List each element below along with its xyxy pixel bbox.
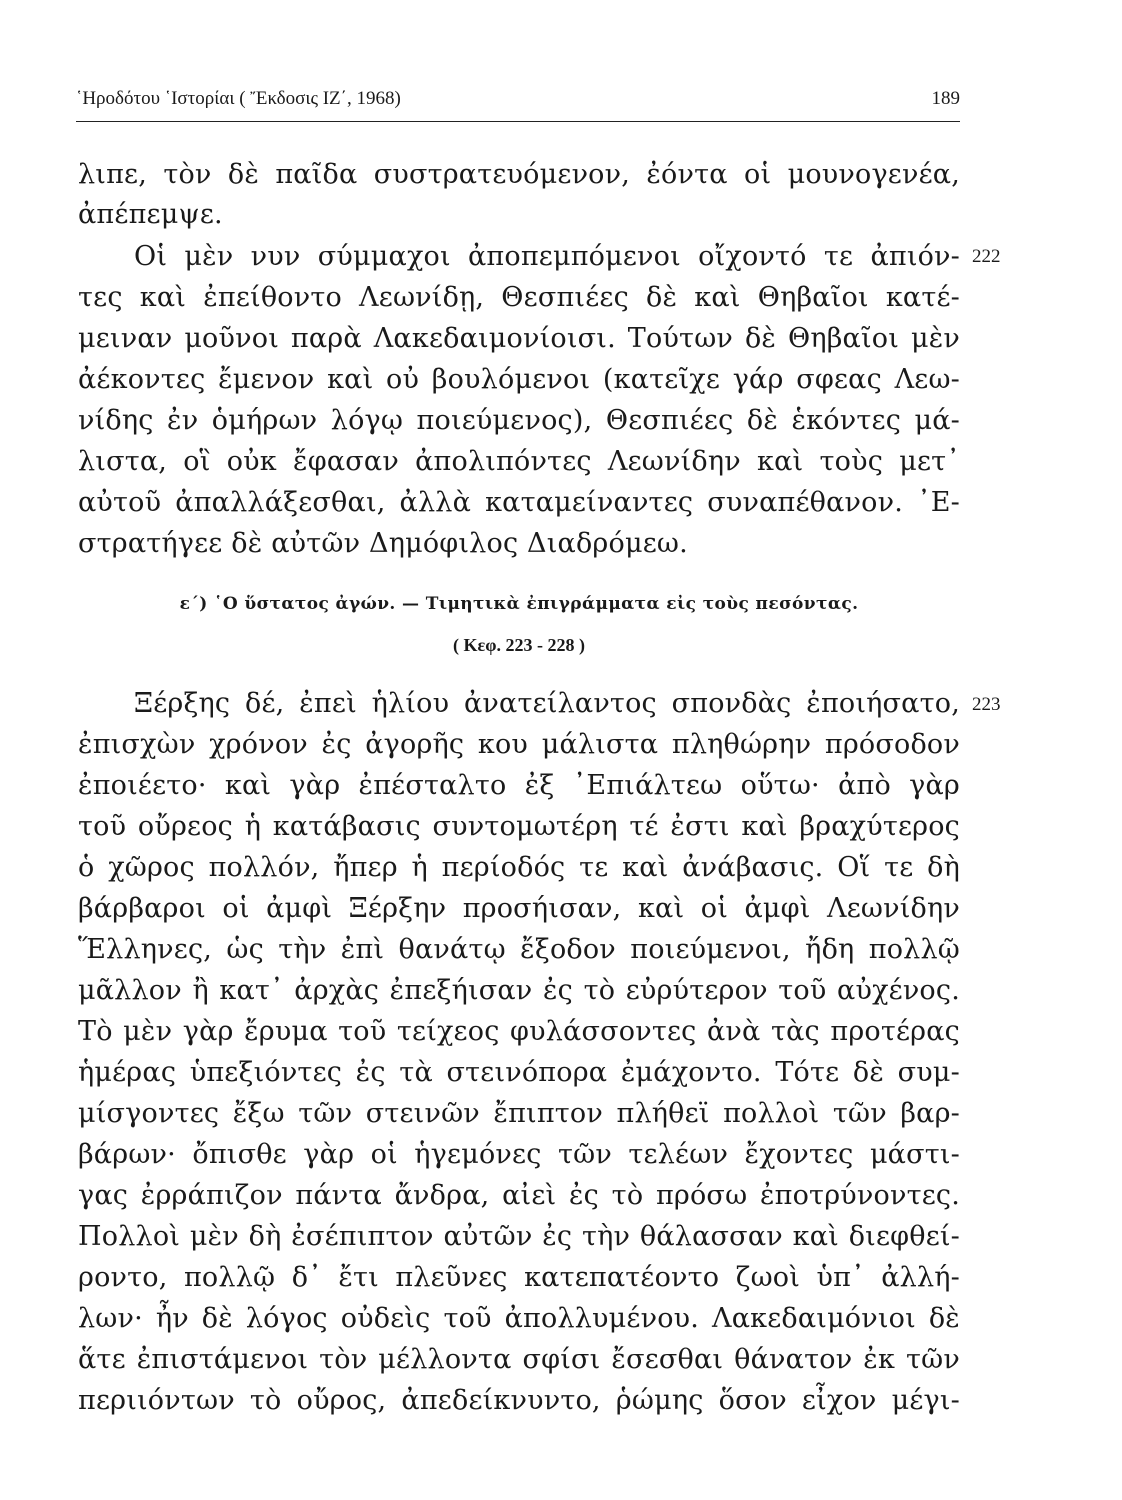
text-line: Ἕλληνες, ὡς τὴν ἐπὶ θανάτῳ ἔξοδον ποιεύμενοι, ἤδη πολλῷ — [78, 934, 960, 965]
section-reference: ( Κεφ. 223 - 228 ) — [453, 635, 585, 655]
text-line: λιστα, οἳ οὐκ ἔφασαν ἀπολιπόντες Λεωνίδην καὶ τοὺς μετ᾽ — [78, 446, 960, 477]
text-line: αὐτοῦ ἀπαλλάξεσθαι, ἀλλὰ καταμείναντες συναπέθανον. ᾽Ε- — [78, 487, 960, 518]
text-line: τοῦ οὔρεος ἡ κατάβασις συντομωτέρη τέ ἐστι καὶ βραχύτερος — [78, 811, 960, 842]
text-line: νίδης ἐν ὁμήρων λόγῳ ποιεύμενος), Θεσπιέες δὲ ἑκόντες μά- — [78, 405, 960, 436]
text-line: βάρων· ὄπισθε γὰρ οἱ ἡγεμόνες τῶν τελέων ἔχοντες μάστι- — [78, 1139, 960, 1170]
chapter-number-222: 222 — [972, 246, 1001, 267]
text-line: τες καὶ ἐπείθοντο Λεωνίδῃ, Θεσπιέες δὲ καὶ Θηβαῖοι κατέ- — [78, 282, 960, 313]
text-line: περιιόντων τὸ οὔρος, ἀπεδείκνυντο, ῥώμης ὅσον εἶχον μέγι- — [78, 1385, 960, 1416]
text-line: ἀέκοντες ἔμενον καὶ οὐ βουλόμενοι (κατεῖχε γάρ σφεας Λεω- — [78, 364, 960, 395]
text-line: λιπε, τὸν δὲ παῖδα συστρατευόμενον, ἐόντα οἱ μουνογενέα, — [78, 159, 960, 190]
text-line: Ξέρξης δέ, ἐπεὶ ἡλίου ἀνατείλαντος σπονδὰς ἐποιήσατο, — [134, 688, 960, 719]
text-line: Πολλοὶ μὲν δὴ ἐσέπιπτον αὐτῶν ἐς τὴν θάλασσαν καὶ διεφθεί- — [78, 1221, 960, 1252]
section-heading: ε΄) ῾Ο ὕστατος ἀγών. — Τιμητικὰ ἐπιγράμματα εἰς τοὺς πεσόντας. — [179, 594, 859, 614]
text-line: ἅτε ἐπιστάμενοι τὸν μέλλοντα σφίσι ἔσεσθαι θάνατον ἐκ τῶν — [78, 1344, 960, 1375]
text-line: βάρβαροι οἱ ἀμφὶ Ξέρξην προσήισαν, καὶ οἱ ἀμφὶ Λεωνίδην — [78, 893, 960, 924]
text-line: ροντο, πολλῷ δ᾽ ἔτι πλεῦνες κατεπατέοντο ζωοὶ ὑπ᾽ ἀλλή- — [78, 1262, 960, 1293]
text-line: γας ἐρράπιζον πάντα ἄνδρα, αἰεὶ ἐς τὸ πρόσω ἐποτρύνοντες. — [78, 1180, 960, 1211]
text-line: στρατήγεε δὲ αὐτῶν Δημόφιλος Διαδρόμεω. — [78, 528, 688, 559]
text-line: μᾶλλον ἢ κατ᾽ ἀρχὰς ἐπεξήισαν ἐς τὸ εὐρύτερον τοῦ αὐχένος. — [78, 975, 960, 1006]
page-number: 189 — [931, 88, 960, 109]
text-line: μειναν μοῦνοι παρὰ Λακεδαιμονίοισι. Τούτων δὲ Θηβαῖοι μὲν — [78, 323, 960, 354]
header-rule — [76, 121, 960, 122]
text-line: Τὸ μὲν γὰρ ἔρυμα τοῦ τείχεος φυλάσσοντες ἀνὰ τὰς προτέρας — [78, 1016, 960, 1047]
text-line: Οἱ μὲν νυν σύμμαχοι ἀποπεμπόμενοι οἴχοντό τε ἀπιόν- — [134, 241, 960, 272]
running-header — [76, 88, 960, 112]
chapter-number-223: 223 — [972, 694, 1001, 715]
text-line: ἐποιέετο· καὶ γὰρ ἐπέσταλτο ἐξ ᾽Επιάλτεω οὕτω· ἀπὸ γὰρ — [78, 770, 960, 801]
text-line: μίσγοντες ἔξω τῶν στεινῶν ἔπιπτον πλήθεϊ πολλοὶ τῶν βαρ- — [78, 1098, 960, 1129]
text-line: λων· ἦν δὲ λόγος οὐδεὶς τοῦ ἀπολλυμένου. Λακεδαιμόνιοι δὲ — [78, 1303, 960, 1334]
text-line: ἀπέπεμψε. — [78, 199, 223, 230]
header-title: ῾Ηροδότου ῾Ιστορίαι ( Ἔκδοσις ΙΖ΄, 1968) — [76, 88, 401, 109]
text-line: ἐπισχὼν χρόνον ἐς ἀγορῆς κου μάλιστα πληθώρην πρόσοδον — [78, 729, 960, 760]
text-line: ἡμέρας ὑπεξιόντες ἐς τὰ στεινόπορα ἐμάχοντο. Τότε δὲ συμ- — [78, 1057, 960, 1088]
text-line: ὁ χῶρος πολλόν, ἤπερ ἡ περίοδός τε καὶ ἀνάβασις. Οἵ τε δὴ — [78, 852, 960, 883]
